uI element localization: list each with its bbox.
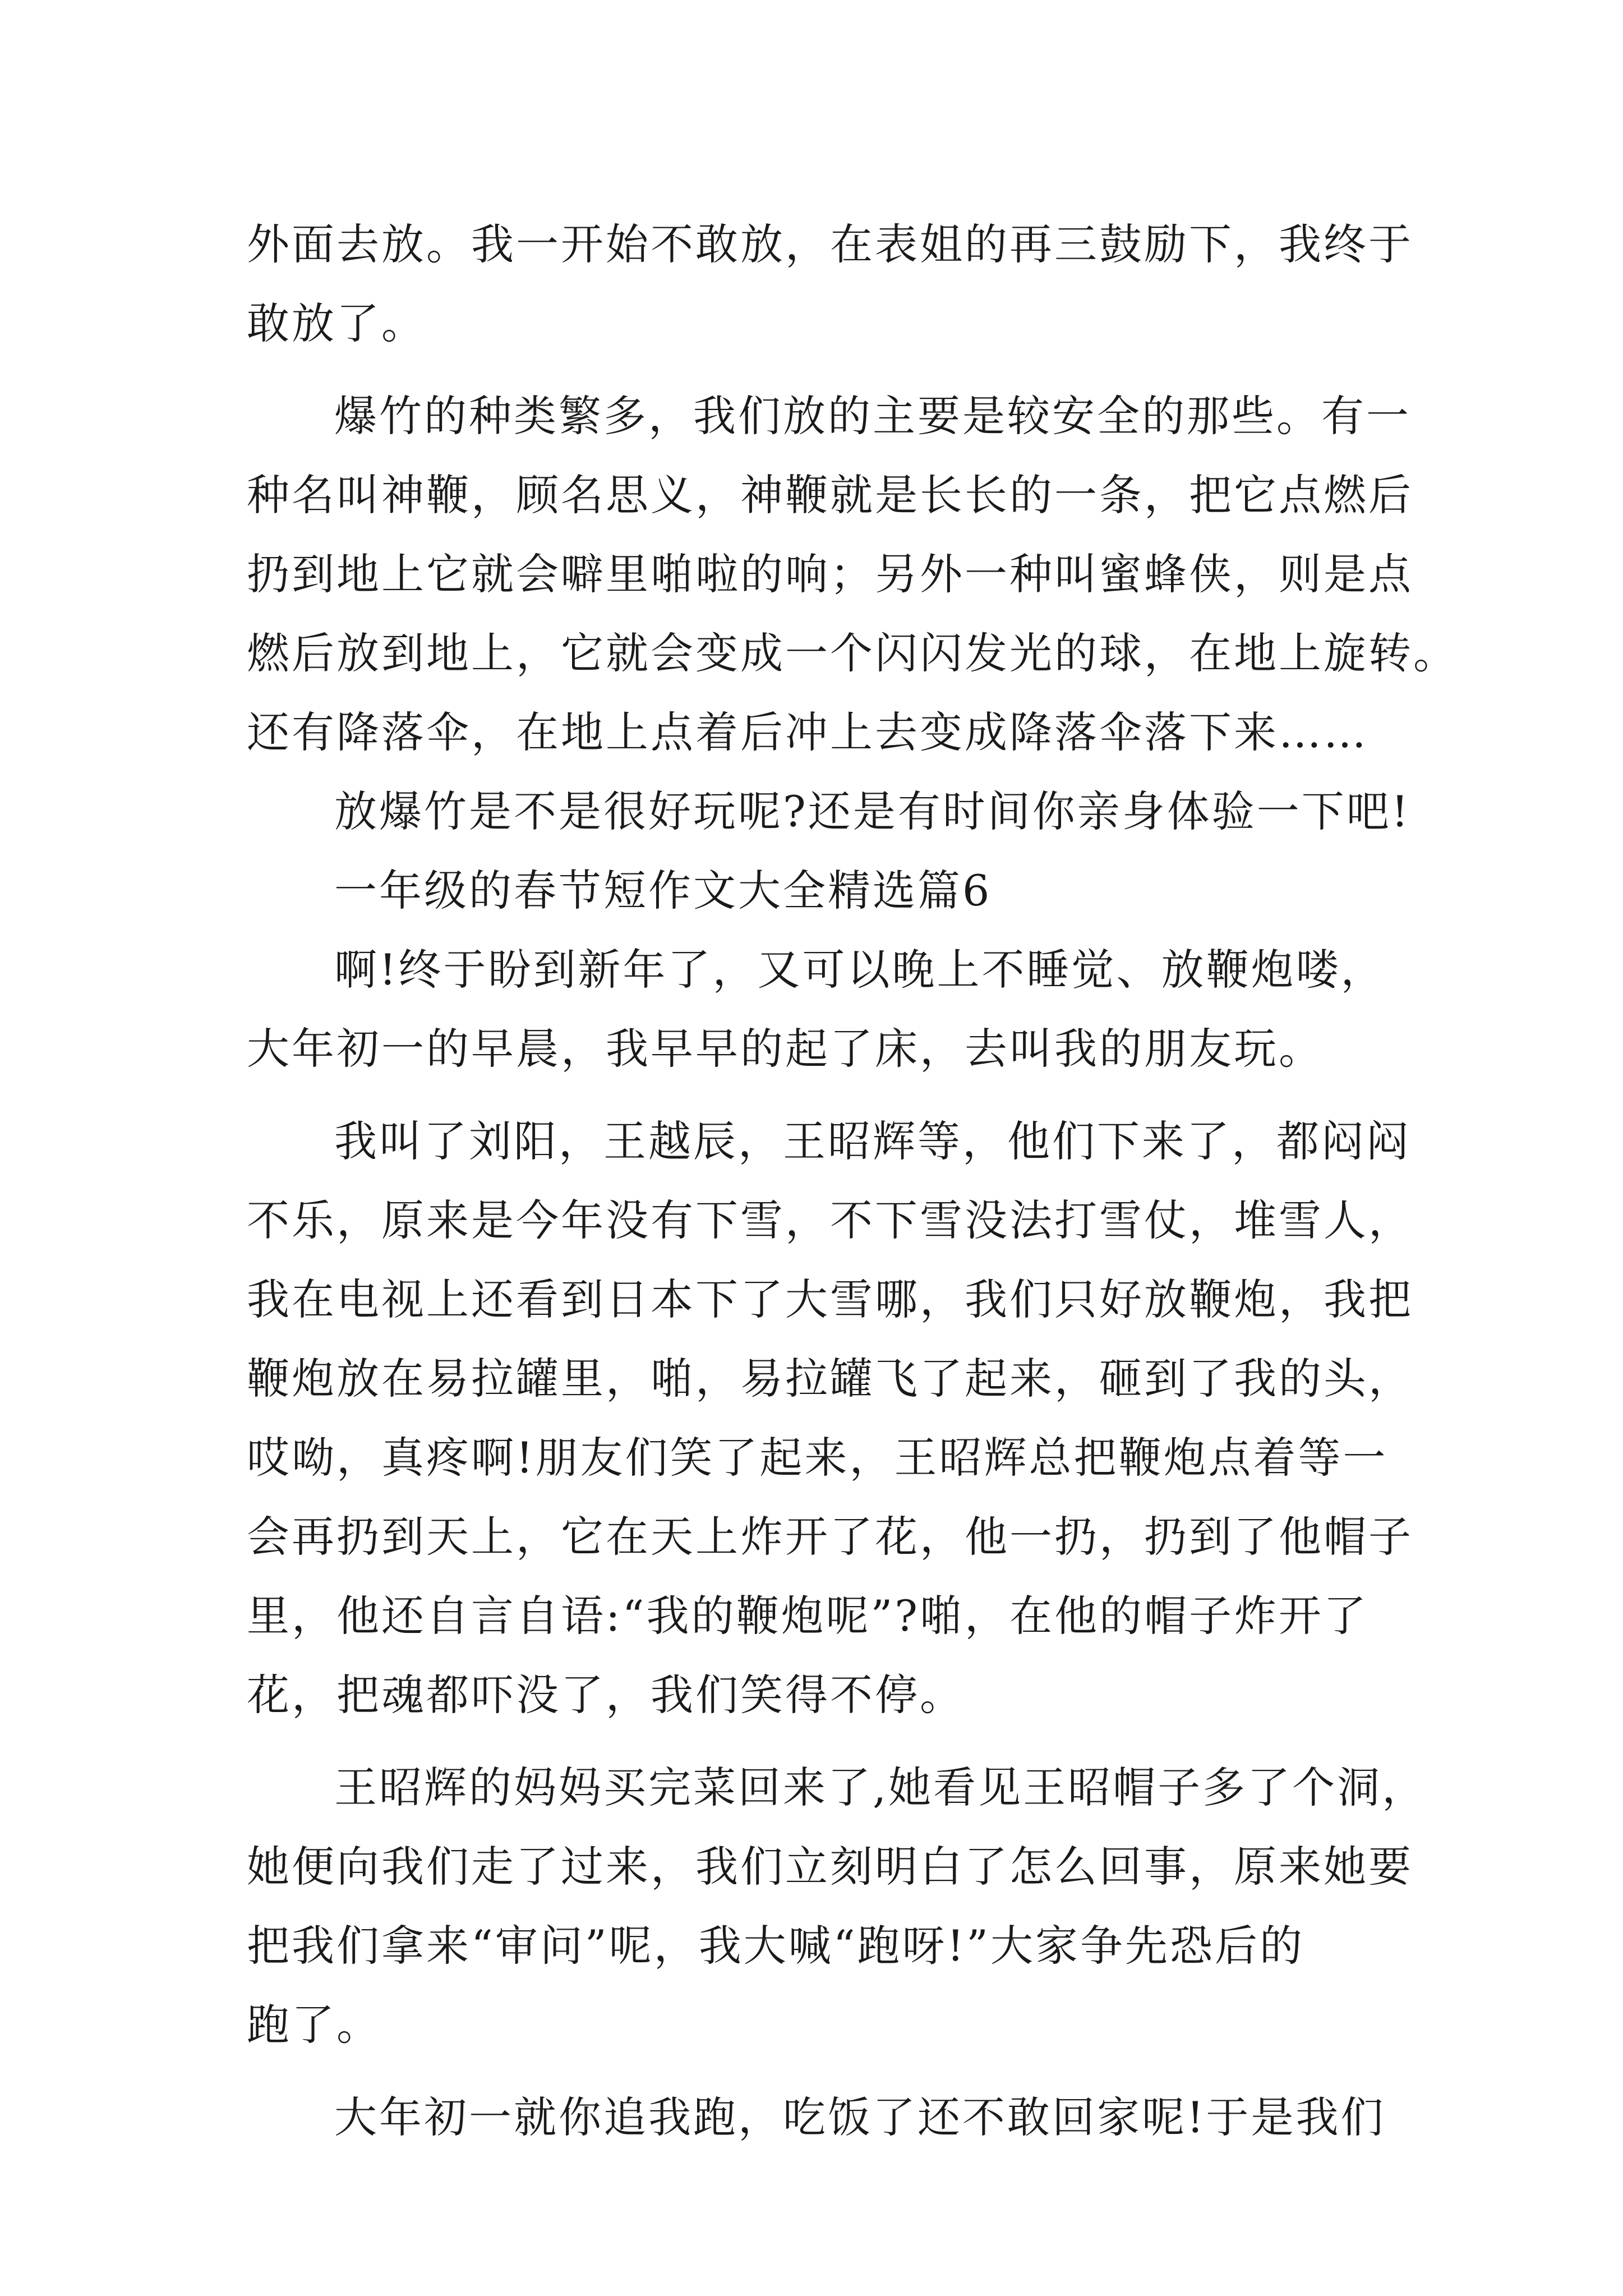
- text-line: 种名叫神鞭，顾名思义，神鞭就是长长的一条，把它点燃后: [247, 470, 1413, 520]
- paragraph-start-line: 爆竹的种类繁多，我们放的主要是较安全的那些。有一: [334, 391, 1411, 441]
- text-line: 里，他还自言自语:“我的鞭炮呢”?啪，在他的帽子炸开了: [247, 1591, 1369, 1641]
- text-line: 她便向我们走了过来，我们立刻明白了怎么回事，原来她要: [247, 1842, 1413, 1892]
- paragraph-start-line: 我叫了刘阳，王越辰，王昭辉等，他们下来了，都闷闷: [334, 1116, 1411, 1166]
- text-line: 哎呦，真疼啊!朋友们笑了起来，王昭辉总把鞭炮点着等一: [247, 1433, 1388, 1483]
- text-line: 燃后放到地上，它就会变成一个闪闪发光的球，在地上旋转。: [247, 628, 1458, 678]
- paragraph-start-line: 王昭辉的妈妈买完菜回来了,她看见王昭帽子多了个洞，: [334, 1763, 1427, 1812]
- text-line: 扔到地上它就会噼里啪啦的响；另外一种叫蜜蜂侠，则是点: [247, 549, 1413, 599]
- paragraph-start-line: 大年初一就你追我跑，吃饭了还不敢回家呢!于是我们: [334, 2092, 1386, 2142]
- text-line: 鞭炮放在易拉罐里，啪，易拉罐飞了起来，砸到了我的头，: [247, 1354, 1413, 1404]
- text-line: 会再扔到天上，它在天上炸开了花，他一扔，扔到了他帽子: [247, 1512, 1413, 1562]
- text-line: 敢放了。: [247, 298, 426, 348]
- paragraph-start-line: 放爆竹是不是很好玩呢?还是有时间你亲身体验一下吧!: [334, 786, 1411, 836]
- text-line: 外面去放。我一开始不敢放，在表姐的再三鼓励下，我终于: [247, 219, 1413, 269]
- text-line: 花，把魂都吓没了，我们笑得不停。: [247, 1670, 965, 1720]
- section-heading: 一年级的春节短作文大全精选篇6: [334, 866, 992, 915]
- text-line: 跑了。: [247, 2000, 381, 2050]
- text-line: 把我们拿来“审问”呢，我大喊“跑呀!”大家争先恐后的: [247, 1921, 1304, 1971]
- document-body: [247, 205, 1458, 2157]
- paragraph-start-line: 啊!终于盼到新年了，又可以晚上不睡觉、放鞭炮喽，: [334, 945, 1386, 995]
- text-line: 大年初一的早晨，我早早的起了床，去叫我的朋友玩。: [247, 1024, 1324, 1074]
- text-line: 我在电视上还看到日本下了大雪哪，我们只好放鞭炮，我把: [247, 1274, 1413, 1324]
- text-line: 不乐，原来是今年没有下雪，不下雪没法打雪仗，堆雪人，: [247, 1195, 1413, 1245]
- text-line: 还有降落伞，在地上点着后冲上去变成降落伞落下来……: [247, 707, 1368, 757]
